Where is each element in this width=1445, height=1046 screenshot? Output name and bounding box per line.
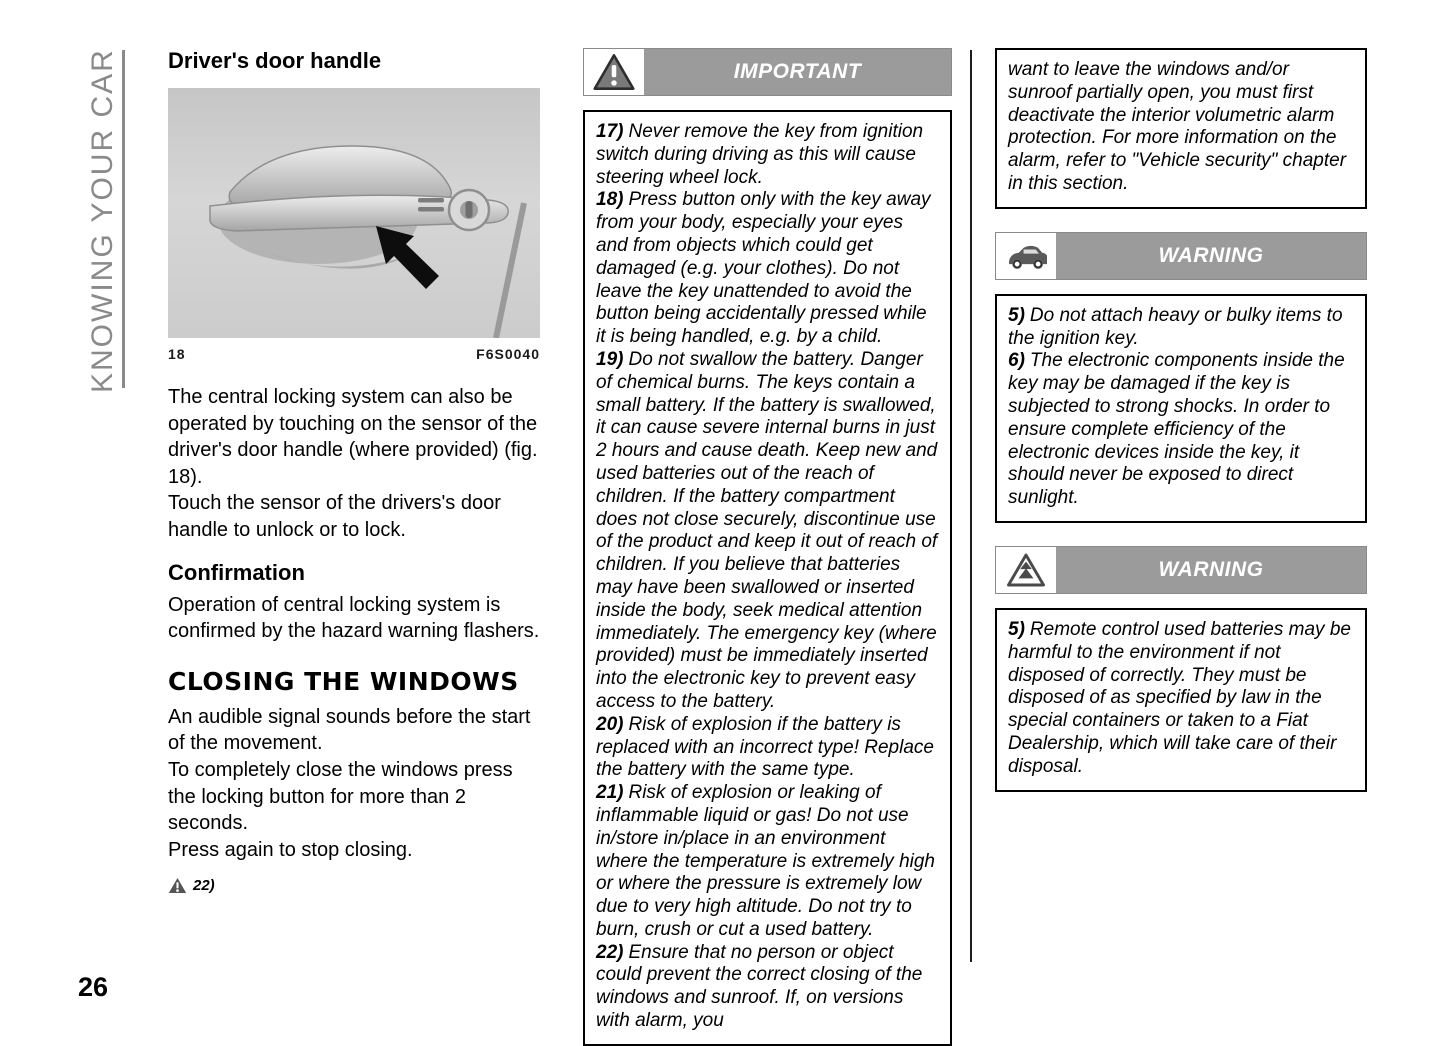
item-text: Press button only with the key away from your body, especially your eyes and from objects which could get damaged (e.g. your clothes). Do not leave the key unattended to avoid the button being accidentally pressed while it is being handled, e.g. by a child. <box>596 189 931 348</box>
important-item <box>596 189 939 349</box>
warning-header-bar-2 <box>995 546 1367 594</box>
car-icon <box>1005 239 1047 273</box>
important-item <box>596 782 939 942</box>
confirmation-heading: Confirmation <box>168 559 305 585</box>
section-heading: Driver's door handle <box>168 48 382 73</box>
important-header-label: IMPORTANT <box>733 60 862 83</box>
item-number: 21) <box>596 782 624 804</box>
paragraph: Operation of central locking system is confirmed by the hazard warning flashers. <box>168 593 540 643</box>
warning2-note-box <box>995 608 1367 792</box>
environment-triangle-icon <box>1006 552 1046 588</box>
item-text: Ensure that no person or object could prevent the correct closing of the windows and sunroof. If, on versions with alarm, you <box>596 941 923 1032</box>
page-number: 26 <box>78 972 109 1002</box>
paragraph: An audible signal sounds before the start of the movement. <box>168 705 531 755</box>
warning-item <box>1008 305 1354 351</box>
item-text: Do not attach heavy or bulky items to the ignition key. <box>1008 304 1343 349</box>
closing-windows-heading: CLOSING THE WINDOWS <box>168 666 519 696</box>
warning-item <box>1008 619 1354 779</box>
warning-reference-number: 22) <box>193 877 215 895</box>
figure-code: F6S0040 <box>476 346 540 362</box>
item-text: Risk of explosion if the battery is replaced with an incorrect type! Replace the battery with the same type. <box>596 713 934 781</box>
item-number: 19) <box>596 348 624 370</box>
warning2-icon-box <box>996 547 1056 593</box>
exclamation-triangle-icon <box>593 53 635 91</box>
important-item <box>596 349 939 714</box>
item-text: Remote control used batteries may be harmful to the environment if not disposed of correctly. They must be disposed of as specified by law in the special containers or taken to a Fiat Dealership, which will take care of their disposal. <box>1008 618 1351 777</box>
column-left <box>168 48 540 894</box>
continuation-note-box <box>995 48 1367 209</box>
item-text: Do not swallow the battery. Danger of chemical burns. The keys contain a small battery. If the battery is swallowed, it can cause severe internal burns in just 2 hours and cause death. Keep new and used batteries out of the reach of children. If the battery compartment does not close securely, discontinue use of the product and keep it out of reach of children. If you believe that batteries may have been swallowed or inserted inside the body, seek medical attention immediately. The emergency key (where provided) must be immediately inserted into the electronic key to prevent easy access to the battery. <box>596 348 938 712</box>
paragraph: Touch the sensor of the drivers's door handle to unlock or to lock. <box>168 492 501 541</box>
item-number: 20) <box>596 713 624 735</box>
warning-item <box>1008 350 1354 510</box>
column-divider <box>970 50 972 962</box>
paragraph: Press again to stop closing. <box>168 838 413 861</box>
important-item <box>596 121 939 189</box>
chapter-rule <box>122 50 125 388</box>
important-header-bar <box>583 48 952 96</box>
warning2-header-label: WARNING <box>1158 557 1264 581</box>
important-icon-box <box>584 49 644 95</box>
important-item <box>596 714 939 782</box>
item-number: 6) <box>1008 350 1025 372</box>
warning-reference <box>168 877 540 894</box>
warning1-note-box <box>995 294 1367 523</box>
paragraph: To completely close the windows press the locking button for more than 2 seconds. <box>168 758 513 835</box>
important-item <box>596 942 939 1033</box>
continuation-text: want to leave the windows and/or sunroof partially open, you must first deactivate the interior volumetric alarm protection. For more information on the alarm, refer to "Vehicle security" chapter in this section. <box>1008 59 1347 194</box>
item-number: 22) <box>596 941 624 963</box>
chapter-title: KNOWING YOUR CAR <box>86 48 119 393</box>
column-middle <box>583 48 952 1046</box>
item-text: The electronic components inside the key may be damaged if the key is subjected to strong shocks. In order to ensure complete efficiency of the electronic devices inside the key, it should never be exposed to direct sunlight. <box>1008 350 1345 509</box>
item-text: Risk of explosion or leaking of inflammable liquid or gas! Do not use in/store in/place in an environment where the temperature is extremely high or where the pressure is extremely low due to very high altitude. Do not try to burn, crush or cut a used battery. <box>596 782 935 940</box>
item-number: 5) <box>1008 618 1025 640</box>
warning-header-bar-1 <box>995 232 1367 280</box>
column-right <box>995 48 1367 792</box>
warning1-icon-box <box>996 233 1056 279</box>
item-number: 5) <box>1008 304 1025 326</box>
door-handle-figure <box>168 88 540 362</box>
item-number: 18) <box>596 189 624 211</box>
figure-number: 18 <box>168 346 186 362</box>
warning1-header-label: WARNING <box>1158 243 1264 267</box>
item-number: 17) <box>596 121 624 142</box>
important-note-box <box>583 110 952 1046</box>
item-text: Never remove the key from ignition switch during driving as this will cause steering wheel lock. <box>596 121 924 188</box>
door-handle-illustration <box>168 88 540 338</box>
warning-triangle-icon <box>168 877 187 894</box>
paragraph: The central locking system can also be operated by touching on the sensor of the driver's door handle (where provided) (fig. 18). <box>168 386 538 488</box>
